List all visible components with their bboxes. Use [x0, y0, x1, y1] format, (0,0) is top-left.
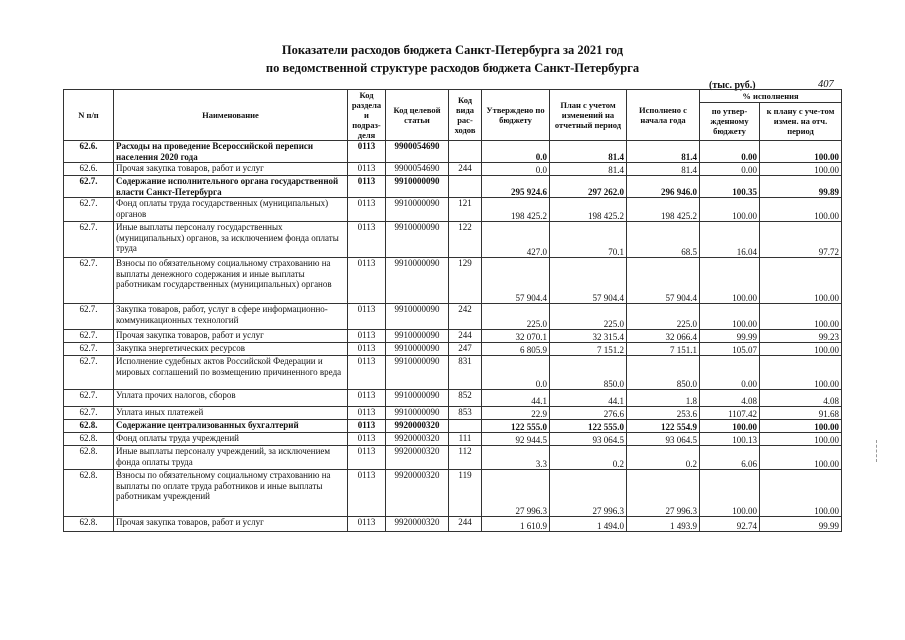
- header-name: Наименование: [114, 90, 348, 141]
- row-approved: 32 070.1: [482, 330, 550, 343]
- row-kind-code: 852: [449, 390, 482, 407]
- row-target-code: 9910000090: [386, 407, 449, 420]
- row-section-code: 0113: [348, 141, 386, 163]
- row-plan: 70.1: [550, 222, 627, 258]
- row-pct-plan: 100.00: [760, 433, 842, 446]
- row-name: Уплата иных платежей: [114, 407, 348, 420]
- row-kind-code: [449, 176, 482, 198]
- row-pct-plan: 99.23: [760, 330, 842, 343]
- table-row: [64, 343, 842, 356]
- row-approved: 427.0: [482, 222, 550, 258]
- table-row: [64, 222, 842, 258]
- title-line-2: по ведомственной структуре расходов бюджета Санкт-Петербурга: [265, 61, 640, 75]
- header-target: Код целевой статьи: [386, 90, 449, 141]
- row-number: 62.6.: [64, 163, 114, 176]
- row-plan: 57 904.4: [550, 258, 627, 304]
- row-pct-budget: 100.13: [700, 433, 760, 446]
- table-row: [64, 446, 842, 470]
- row-target-code: 9910000090: [386, 258, 449, 304]
- row-number: 62.7.: [64, 330, 114, 343]
- row-target-code: 9920000320: [386, 420, 449, 433]
- row-target-code: 9910000090: [386, 356, 449, 390]
- row-name: Прочая закупка товаров, работ и услуг: [114, 517, 348, 532]
- row-name: Иные выплаты персоналу учреждений, за исключением фонда оплаты труда: [114, 446, 348, 470]
- row-name: Расходы на проведение Всероссийской переписи населения 2020 года: [114, 141, 348, 163]
- row-done: 81.4: [627, 163, 700, 176]
- row-target-code: 9920000320: [386, 446, 449, 470]
- row-number: 62.8.: [64, 470, 114, 517]
- row-pct-plan: 100.00: [760, 198, 842, 222]
- row-approved: 295 924.6: [482, 176, 550, 198]
- row-pct-budget: 100.00: [700, 258, 760, 304]
- row-name: Содержание централизованных бухгалтерий: [114, 420, 348, 433]
- row-number: 62.8.: [64, 433, 114, 446]
- scan-mark: [876, 440, 878, 462]
- row-approved: 225.0: [482, 304, 550, 330]
- row-name: Фонд оплаты труда государственных (муниципальных) органов: [114, 198, 348, 222]
- row-done: 198 425.2: [627, 198, 700, 222]
- row-section-code: 0113: [348, 198, 386, 222]
- table-row: [64, 433, 842, 446]
- row-plan: 93 064.5: [550, 433, 627, 446]
- row-pct-plan: 100.00: [760, 356, 842, 390]
- row-pct-budget: 16.04: [700, 222, 760, 258]
- header-num: N п/п: [64, 90, 114, 141]
- row-name: Содержание исполнительного органа государственной власти Санкт-Петербурга: [114, 176, 348, 198]
- row-done: 93 064.5: [627, 433, 700, 446]
- header-pct-budget: по утвер-жденному бюджету: [700, 102, 760, 140]
- row-done: 57 904.4: [627, 258, 700, 304]
- row-approved: 6 805.9: [482, 343, 550, 356]
- row-number: 62.7.: [64, 343, 114, 356]
- row-number: 62.7.: [64, 356, 114, 390]
- row-section-code: 0113: [348, 330, 386, 343]
- table-body: [64, 141, 842, 532]
- row-section-code: 0113: [348, 163, 386, 176]
- row-number: 62.7.: [64, 407, 114, 420]
- row-plan: 122 555.0: [550, 420, 627, 433]
- row-approved: 0.0: [482, 356, 550, 390]
- row-kind-code: [449, 420, 482, 433]
- row-section-code: 0113: [348, 470, 386, 517]
- row-pct-plan: 99.89: [760, 176, 842, 198]
- row-done: 253.6: [627, 407, 700, 420]
- row-section-code: 0113: [348, 390, 386, 407]
- row-done: 27 996.3: [627, 470, 700, 517]
- table-row: [64, 356, 842, 390]
- row-section-code: 0113: [348, 176, 386, 198]
- row-name: Взносы по обязательному социальному страхованию на выплаты денежного содержания и иные выплаты работникам государственных (муниципальных) органов: [114, 258, 348, 304]
- row-kind-code: 831: [449, 356, 482, 390]
- row-pct-budget: 1107.42: [700, 407, 760, 420]
- row-section-code: 0113: [348, 420, 386, 433]
- row-plan: 81.4: [550, 141, 627, 163]
- row-target-code: 9910000090: [386, 343, 449, 356]
- row-plan: 44.1: [550, 390, 627, 407]
- row-approved: 57 904.4: [482, 258, 550, 304]
- row-pct-budget: 100.35: [700, 176, 760, 198]
- row-target-code: 9910000090: [386, 390, 449, 407]
- row-done: 1.8: [627, 390, 700, 407]
- table-row: [64, 163, 842, 176]
- page-number: 407: [818, 79, 834, 90]
- row-name: Уплата прочих налогов, сборов: [114, 390, 348, 407]
- row-done: 68.5: [627, 222, 700, 258]
- row-plan: 81.4: [550, 163, 627, 176]
- row-section-code: 0113: [348, 258, 386, 304]
- row-plan: 276.6: [550, 407, 627, 420]
- row-section-code: 0113: [348, 407, 386, 420]
- header-done: Исполнено с начала года: [627, 90, 700, 141]
- row-done: 0.2: [627, 446, 700, 470]
- row-pct-budget: 105.07: [700, 343, 760, 356]
- row-plan: 198 425.2: [550, 198, 627, 222]
- row-done: 122 554.9: [627, 420, 700, 433]
- row-plan: 297 262.0: [550, 176, 627, 198]
- table-row: [64, 420, 842, 433]
- row-number: 62.8.: [64, 420, 114, 433]
- row-name: Прочая закупка товаров, работ и услуг: [114, 163, 348, 176]
- row-target-code: 9900054690: [386, 141, 449, 163]
- row-pct-plan: 99.99: [760, 517, 842, 532]
- row-section-code: 0113: [348, 433, 386, 446]
- row-pct-plan: 100.00: [760, 343, 842, 356]
- row-pct-budget: 0.00: [700, 356, 760, 390]
- row-kind-code: 129: [449, 258, 482, 304]
- row-name: Фонд оплаты труда учреждений: [114, 433, 348, 446]
- row-pct-budget: 99.99: [700, 330, 760, 343]
- row-pct-plan: 100.00: [760, 141, 842, 163]
- row-name: Закупка энергетических ресурсов: [114, 343, 348, 356]
- row-target-code: 9920000320: [386, 517, 449, 532]
- row-approved: 44.1: [482, 390, 550, 407]
- row-number: 62.7.: [64, 222, 114, 258]
- title-line-1: Показатели расходов бюджета Санкт-Петербурга за 2021 год: [281, 43, 624, 57]
- row-target-code: 9920000320: [386, 470, 449, 517]
- row-pct-budget: 100.00: [700, 198, 760, 222]
- row-approved: 3.3: [482, 446, 550, 470]
- row-kind-code: 244: [449, 163, 482, 176]
- row-approved: 1 610.9: [482, 517, 550, 532]
- table-row: [64, 390, 842, 407]
- table-row: [64, 258, 842, 304]
- row-number: 62.8.: [64, 446, 114, 470]
- row-target-code: 9900054690: [386, 163, 449, 176]
- row-section-code: 0113: [348, 343, 386, 356]
- table-row: [64, 407, 842, 420]
- row-done: 850.0: [627, 356, 700, 390]
- row-plan: 7 151.2: [550, 343, 627, 356]
- row-target-code: 9910000090: [386, 222, 449, 258]
- row-approved: 92 944.5: [482, 433, 550, 446]
- row-pct-plan: 100.00: [760, 470, 842, 517]
- table-row: [64, 517, 842, 532]
- row-done: 7 151.1: [627, 343, 700, 356]
- row-kind-code: 242: [449, 304, 482, 330]
- row-pct-plan: 4.08: [760, 390, 842, 407]
- row-name: Взносы по обязательному социальному страхованию на выплаты по оплате труда работников и иные выплаты работникам учреждений: [114, 470, 348, 517]
- row-number: 62.8.: [64, 517, 114, 532]
- row-plan: 0.2: [550, 446, 627, 470]
- row-name: Закупка товаров, работ, услуг в сфере информационно-коммуникационных технологий: [114, 304, 348, 330]
- row-section-code: 0113: [348, 222, 386, 258]
- row-approved: 198 425.2: [482, 198, 550, 222]
- table-row: [64, 141, 842, 163]
- row-kind-code: 244: [449, 517, 482, 532]
- row-pct-budget: 0.00: [700, 163, 760, 176]
- row-target-code: 9910000090: [386, 176, 449, 198]
- row-section-code: 0113: [348, 517, 386, 532]
- row-kind-code: 112: [449, 446, 482, 470]
- row-target-code: 9910000090: [386, 330, 449, 343]
- row-kind-code: 247: [449, 343, 482, 356]
- row-plan: 225.0: [550, 304, 627, 330]
- header-section: Код раздела и подраз-деля: [348, 90, 386, 141]
- table-row: [64, 330, 842, 343]
- row-pct-budget: 6.06: [700, 446, 760, 470]
- row-kind-code: 121: [449, 198, 482, 222]
- row-pct-plan: 100.00: [760, 446, 842, 470]
- row-kind-code: [449, 141, 482, 163]
- header-plan: План с учетом изменений на отчетный период: [550, 90, 627, 141]
- row-number: 62.7.: [64, 258, 114, 304]
- row-pct-budget: 100.00: [700, 420, 760, 433]
- row-target-code: 9920000320: [386, 433, 449, 446]
- row-name: Исполнение судебных актов Российской Федерации и мировых соглашений по возмещению причиненного вреда: [114, 356, 348, 390]
- row-done: 81.4: [627, 141, 700, 163]
- row-done: 32 066.4: [627, 330, 700, 343]
- row-name: Иные выплаты персоналу государственных (муниципальных) органов, за исключением фонда оплаты труда: [114, 222, 348, 258]
- table-row: [64, 470, 842, 517]
- row-approved: 22.9: [482, 407, 550, 420]
- row-pct-plan: 100.00: [760, 163, 842, 176]
- row-plan: 27 996.3: [550, 470, 627, 517]
- row-number: 62.6.: [64, 141, 114, 163]
- row-approved: 0.0: [482, 163, 550, 176]
- header-kind: Код вида рас-ходов: [449, 90, 482, 141]
- row-number: 62.7.: [64, 198, 114, 222]
- row-pct-budget: 92.74: [700, 517, 760, 532]
- row-kind-code: 122: [449, 222, 482, 258]
- row-done: 225.0: [627, 304, 700, 330]
- row-approved: 0.0: [482, 141, 550, 163]
- row-pct-budget: 4.08: [700, 390, 760, 407]
- row-done: 1 493.9: [627, 517, 700, 532]
- row-approved: 27 996.3: [482, 470, 550, 517]
- table-row: [64, 176, 842, 198]
- budget-table: [63, 89, 842, 532]
- row-pct-budget: 100.00: [700, 470, 760, 517]
- row-pct-plan: 100.00: [760, 258, 842, 304]
- row-kind-code: 853: [449, 407, 482, 420]
- row-pct-plan: 91.68: [760, 407, 842, 420]
- row-plan: 850.0: [550, 356, 627, 390]
- row-target-code: 9910000090: [386, 304, 449, 330]
- row-target-code: 9910000090: [386, 198, 449, 222]
- row-pct-budget: 0.00: [700, 141, 760, 163]
- header-pct-plan: к плану с уче-том измен. на отч. период: [760, 102, 842, 140]
- table-row: [64, 304, 842, 330]
- row-section-code: 0113: [348, 304, 386, 330]
- row-plan: 1 494.0: [550, 517, 627, 532]
- row-section-code: 0113: [348, 446, 386, 470]
- row-kind-code: 119: [449, 470, 482, 517]
- row-name: Прочая закупка товаров, работ и услуг: [114, 330, 348, 343]
- header-pct-group: % исполнения: [700, 90, 842, 103]
- header-approved: Утверждено по бюджету: [482, 90, 550, 141]
- row-pct-plan: 100.00: [760, 420, 842, 433]
- row-kind-code: 111: [449, 433, 482, 446]
- row-kind-code: 244: [449, 330, 482, 343]
- row-number: 62.7.: [64, 176, 114, 198]
- units-label: (тыс. руб.): [709, 80, 756, 91]
- row-approved: 122 555.0: [482, 420, 550, 433]
- row-number: 62.7.: [64, 390, 114, 407]
- row-pct-plan: 97.72: [760, 222, 842, 258]
- row-pct-plan: 100.00: [760, 304, 842, 330]
- row-section-code: 0113: [348, 356, 386, 390]
- row-plan: 32 315.4: [550, 330, 627, 343]
- row-done: 296 946.0: [627, 176, 700, 198]
- row-number: 62.7.: [64, 304, 114, 330]
- table-row: [64, 198, 842, 222]
- row-pct-budget: 100.00: [700, 304, 760, 330]
